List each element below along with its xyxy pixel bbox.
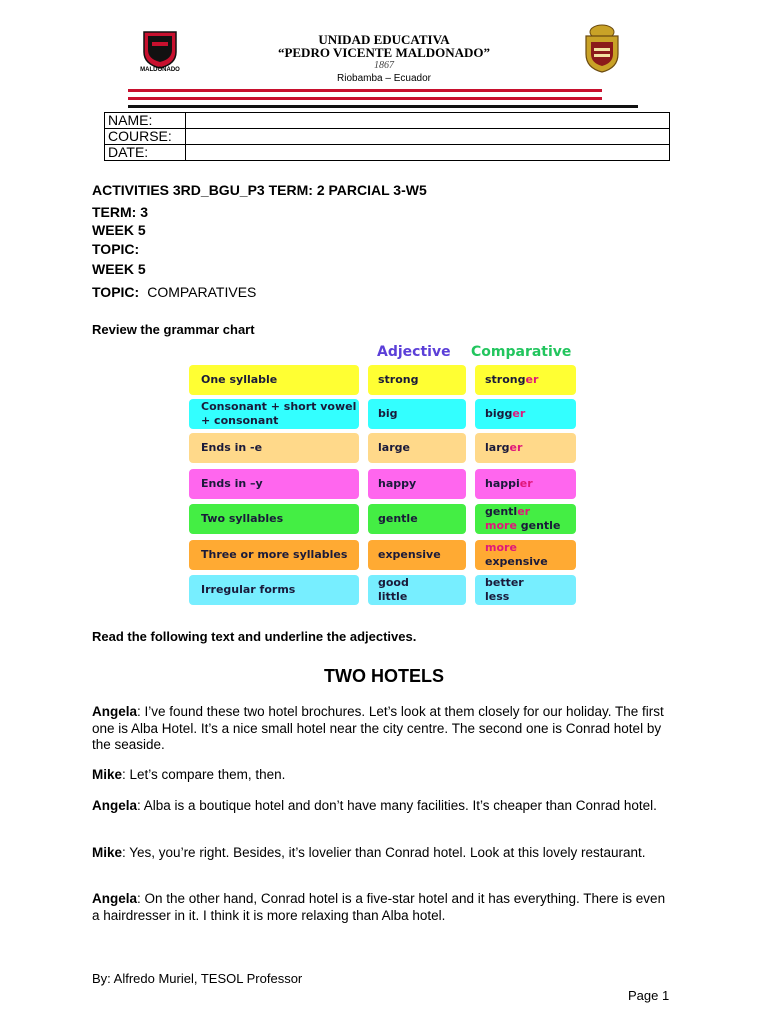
chart-adjective-line: good <box>378 576 409 589</box>
speaker-name: Mike <box>92 767 123 782</box>
chart-comparative-line <box>485 477 533 491</box>
text-title: TWO HOTELS <box>324 666 444 686</box>
adjective-column-header: Adjective <box>377 344 451 360</box>
chart-adjective-line: little <box>378 590 408 603</box>
topic-label-1: TOPIC: <box>92 241 140 257</box>
paragraph-text: : On the other hand, Conrad hotel is a five-star hotel and it has everything. There is even a hairdresser in it. I think it is more relaxing than Alba hotel. <box>92 891 666 923</box>
paragraph-text: : Yes, you’re right. Besides, it’s lovelier than Conrad hotel. Look at this lovely restaurant. <box>122 845 646 860</box>
header-red-bar-2 <box>128 97 602 100</box>
chart-comparative-cell <box>475 469 576 499</box>
chart-adjective-lines <box>378 576 409 604</box>
chart-comparative-lines <box>485 576 524 604</box>
chart-comparative-cell <box>475 540 576 570</box>
chart-comparative-line <box>485 541 576 569</box>
comparative-base: bigg <box>485 407 513 420</box>
author-footer: By: Alfredo Muriel, TESOL Professor <box>92 971 303 986</box>
chart-rule-cell: Ends in –y <box>189 469 359 499</box>
chart-rule-cell: Two syllables <box>189 504 359 534</box>
chart-comparative-line <box>485 407 525 421</box>
paragraph-text: : Alba is a boutique hotel and don’t have many facilities. It’s cheaper than Conrad hotel. <box>137 798 657 813</box>
comparative-highlight: more <box>485 519 517 532</box>
page-number: Page 1 <box>628 988 670 1003</box>
topic-line <box>92 284 256 300</box>
topic-label-2: TOPIC: <box>92 284 140 300</box>
chart-adjective-cell: strong <box>368 365 466 395</box>
chart-adjective-cell: gentle <box>368 504 466 534</box>
comparative-base: expensive <box>485 555 548 568</box>
school-founding-year: 1867 <box>374 60 394 71</box>
review-instruction: Review the grammar chart <box>92 322 255 337</box>
header-black-bar <box>128 105 638 108</box>
chart-comparative-lines <box>485 505 560 533</box>
comparative-suffix: er <box>509 441 523 454</box>
chart-rule-cell: Three or more syllables <box>189 540 359 570</box>
name-field[interactable] <box>186 113 670 129</box>
paragraph <box>92 798 672 815</box>
paragraph <box>92 891 672 924</box>
grammar-chart <box>185 340 581 606</box>
name-label: NAME: <box>105 113 186 129</box>
comparative-base: larg <box>485 441 510 454</box>
course-field[interactable] <box>186 129 670 145</box>
chart-comparative-cell <box>475 433 576 463</box>
chart-comparative-cell <box>475 575 576 605</box>
course-label: COURSE: <box>105 129 186 145</box>
chart-adjective-cell: large <box>368 433 466 463</box>
student-info-table <box>104 112 670 161</box>
chart-comparative-line <box>485 441 522 455</box>
chart-comparative-lines <box>485 407 525 421</box>
date-label: DATE: <box>105 145 186 161</box>
comparative-base: happi <box>485 477 520 490</box>
read-instruction: Read the following text and underline the adjectives. <box>92 629 417 644</box>
chart-adjective-cell: expensive <box>368 540 466 570</box>
comparative-suffix: er <box>517 505 531 518</box>
chart-adjective-cell <box>368 575 466 605</box>
table-row <box>105 129 670 145</box>
paragraph-text: : Let’s compare them, then. <box>122 767 286 782</box>
chart-adjective-cell: happy <box>368 469 466 499</box>
term-line: TERM: 3 <box>92 204 148 220</box>
chart-comparative-line <box>485 505 560 519</box>
school-name-line1: UNIDAD EDUCATIVA <box>318 32 450 47</box>
table-row <box>105 145 670 161</box>
school-location: Riobamba – Ecuador <box>337 73 431 84</box>
week-line-1: WEEK 5 <box>92 222 146 238</box>
speaker-name: Angela <box>92 891 138 906</box>
speaker-name: Mike <box>92 845 123 860</box>
comparative-suffix: er <box>525 373 539 386</box>
chart-comparative-lines <box>485 441 522 455</box>
header-red-bar <box>128 89 602 92</box>
comparative-base: strong <box>485 373 526 386</box>
paragraph <box>92 704 672 754</box>
chart-comparative-line: better <box>485 576 524 589</box>
chart-comparative-cell <box>475 365 576 395</box>
paragraph-text: : I’ve found these two hotel brochures. Let’s look at them closely for our holiday. The first one is Alba Hotel. It’s a nice small hotel near the city centre. The second one is Conrad hotel by the seaside. <box>92 704 664 752</box>
chart-comparative-cell <box>475 504 576 534</box>
chart-adjective-cell: big <box>368 399 466 429</box>
chart-comparative-cell <box>475 399 576 429</box>
date-field[interactable] <box>186 145 670 161</box>
speaker-name: Angela <box>92 798 138 813</box>
chart-comparative-line <box>485 373 538 387</box>
chart-comparative-lines <box>485 373 538 387</box>
activity-title: ACTIVITIES 3RD_BGU_P3 TERM: 2 PARCIAL 3-W5 <box>92 182 427 198</box>
topic-value: COMPARATIVES <box>147 284 257 300</box>
chart-comparative-lines <box>485 477 533 491</box>
paragraph <box>92 845 672 862</box>
chart-comparative-line <box>485 519 560 533</box>
paragraph <box>92 767 672 784</box>
comparative-column-header: Comparative <box>471 344 572 360</box>
chart-rule-cell: One syllable <box>189 365 359 395</box>
comparative-suffix: er <box>519 477 533 490</box>
week-line-2: WEEK 5 <box>92 261 146 277</box>
comparative-suffix: er <box>512 407 526 420</box>
comparative-base: gentle <box>520 519 561 532</box>
chart-rule-cell: Ends in -e <box>189 433 359 463</box>
table-row <box>105 113 670 129</box>
chart-comparative-line: less <box>485 590 510 603</box>
chart-rule-cell: Irregular forms <box>189 575 359 605</box>
comparative-base: gentl <box>485 505 518 518</box>
school-name-line2: “PEDRO VICENTE MALDONADO” <box>277 45 491 60</box>
speaker-name: Angela <box>92 704 138 719</box>
chart-rule-cell: Consonant + short vowel + consonant <box>189 399 359 429</box>
logo-caption: MALDONADO <box>140 67 180 73</box>
comparative-highlight: more <box>485 541 517 554</box>
chart-comparative-lines <box>485 541 576 569</box>
